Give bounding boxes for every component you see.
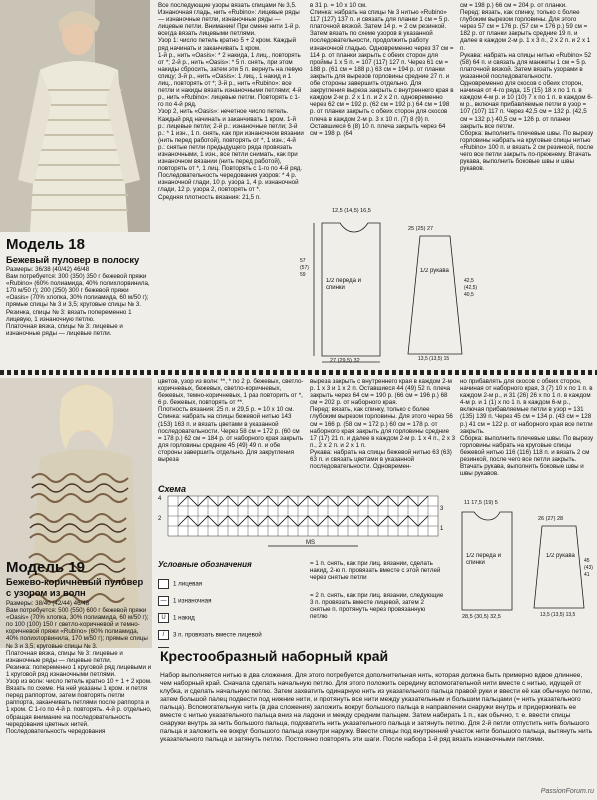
schema-title: Схема xyxy=(158,484,186,494)
legend-note-1: = 1 п. снять, как при лиц. вязании, сделать накид, 2-ю п. провязать вместе с этой петлей через снятые петли xyxy=(310,560,441,582)
model19-dim-top: 11 17,5 (19) 5 xyxy=(464,500,498,506)
knit-symbol-icon xyxy=(158,579,169,589)
model18-col4: см = 198 р.) 66 см = 204 р. от планки. Перед: вязать, как спинку, только с более глубоким вырезом горловины. Для этого через 57 см = 176 р. (57 см = 176 р.) 59 см = 182 р. от планки закрыть средние 19 п. и далее в каждом 2-м р. 1 х 3 п., 2 х 2 п. и 2 х 1 п. Рукава: набрать на спицы нитью «Rubino» 52 (58) 64 п. и связать для манжеты 1 см = 5 р. платочной вязкой. Затем вязать узорами в указанной последовательности. Одновременно для скосов с обеих сторон, начиная от 4-го ряда, 15 (15) 18 х по 1 п. в каждом 4-м р. и 10 (10) 7 х по 1 п. в каждом 6-м р., включая прибавляемые петли в узор = 107 (107) 117 п. Через 42,5 см = 132 р. (42,5 см = 132 р.) 40,5 см = 126 р. от планки закрыть все петли. Сборка: выполнить плечевые швы. По вырезу горловины набрать на круговые спицы нитью «Rubino» 100 п. и вязать 2 см резинкой, после чего все петли закрыть по-прежнему. Втачать рукава, выполнить боковые швы и швы рукавов. xyxy=(460,2,594,173)
model18-col2: Все последующие узоры вязать спицами № 3,5. Изнаночная гладь, нить «Rubino»: лицевые ряды — изнаночные петли, изнаночные ряды — лицевые петли. Внимание! При смене нити 1-й р. всегда вязать лицевыми петлями. Узор 1: число петель кратно 5 + 2 кром. Каждый ряд начинать и заканчивать 1 кром. 1-й р., нить «Oasis»: * 2 накида, 1 лиц., повторять от *; 2-й р., нить «Oasis»: * 5 п. снять, при этом накиды сбросить, затем эти 5 п. вернуть на левую спицу; 3-й р., нить «Oasis»: 1 лиц., 1 накид и 1 лиц., повторять от *; 3-й р., нить «Rubino»: все петли и накиды вязать изнаночными петлями; 4-й р., нить «Rubino»: лицевые петли. Повторять с 1-го по 4-й ряд. Узор 2, нить «Oasis»: нечетное число петель. Каждый ряд начинать и заканчивать 1 кром. 1-й р.: лицевые петли; 2-й р.: изнаночные петли; 3-й р.: * 1 изн., 1 п. снять, как при изнаночном вязании (нить перед работой), повторять от *, 1 изн.; 4-й р.: снятые петли предыдущего ряда провязать изнаночными, 1 изн., все петли снимать, как при изнаночном вязании (нить перед работой), повторять от *, 1 лиц. Повторять с 1-го по 4-й ряд. Последовательность чередования узоров: * 4 р. изнаночной глади, 10 р. узора 1, 4 р. изнаночной глади, 12 р. узора 2, повторять от *. Средняя плотность вязания: 21,5 п. xyxy=(158,2,304,201)
legend-item-k3tog: / 3 п. провязать вместе лицевой xyxy=(158,630,308,640)
model19-sleeve-height: 45 (43) 41 xyxy=(584,558,593,579)
model19-dim-bottom: 28,5 (30,5) 32,5 xyxy=(462,614,501,620)
model18-diagram xyxy=(300,208,490,368)
model18-col1: Размеры: 36/38 (40/42) 46/48 Вам потребуется: 300 (350) 350 г бежевой пряжи «Rubino» (60% полиамида, 40% полихлорвинила, 170 м/50 г); 200 (250) 300 г бежевой пряжи «Oasis» (70% хлопка, 30% полиамида, 60 м/50 г); прямые спицы № 3 и 3,5; круговые спицы № 3. Резинка, спицы № 3: вязать попеременно 1 лицевую, 1 изнаночную петлю. Платочная вязка, спицы № 3: лицевые и изнаночные ряды — лицевые петли. xyxy=(6,266,150,337)
schema-row-1: 1 xyxy=(440,526,444,532)
model19-front-label: 1/2 переда и спинки xyxy=(466,553,501,567)
model18-detail-photo xyxy=(490,234,597,364)
schema-ms-label: MS xyxy=(306,540,315,546)
source-credit: PassionForum.ru xyxy=(540,788,594,795)
legend-list xyxy=(158,572,308,648)
legend-item-purl: — 1 изнаночная xyxy=(158,596,308,606)
model18-col3: в 31 р. = 10 х 10 см. Спинка: набрать на спицы № 3 нитью «Rubino» 117 (127) 137 п. и связать для планки 1 см = 5 р. платочной вязкой. Затем 14 р. = 2 см резинкой. Затем вязать по схеме узоров в указанной последовательности, продолжить работу изнаночной гладью. Одновременно через 37 см = 114 р. от планки закрыть с обеих сторон для проймы 1 х 5 п. = 107 (117) 127 п. Через 61 см = 188 р. (61 см = 188 р.) 63 см = 194 р. от планки закрыть для вырезов горловины средние 27 п. и обе стороны завершить отдельно. Для закругления выреза закрыть с внутреннего края в каждом 2-м р. 2 х 1 п. и 2 х 2 п. одновременно через 62 см = 192 р. (62 см = 192 р.) 64 см = 198 р. от планки закрыть с обеих сторон для скосов плеча в каждом 2-м р. 3 х 10 п. (7) 8 (9) п. Оставшиеся 6 (8) 10 п. плеча закрыть через 64 см = 198 р. (64 xyxy=(310,2,454,137)
model18-sleeve-label: 1/2 рукава xyxy=(420,268,449,274)
model19-col2: цветов, узор из волн: **, * по 2 р. бежевых, светло-коричневых, бежевых, светло-коричневых, бежевых, темно-коричневых, 1 раз повторить от *, 6 р. бежевых, повторять от **. Плотность вязания: 25 п. и 29,5 р. = 10 х 10 см. Спинка: набрать на спицы бежевой нитью 143 (153) 163 п. и вязать цветами в указанной последовательности. Через 58 см = 172 р. (60 см = 178 р.) 62 см = 184 р. от наборного края закрыть для горловины средние 45 (49) 49 п. и обе стороны завершить отдельно. Для закругления выреза xyxy=(158,378,304,464)
model18-title: Модель 18 xyxy=(6,236,85,253)
model18-sleeve-height: 42,5 (42,5) 40,5 xyxy=(464,278,478,299)
model19-col4: но прибавлять для скосов с обеих сторон, начиная от наборного края, 3 (7) 10 х по 1 п. в каждом 2-м р., и 31 (26) 26 х по 1 п. в каждом 4-м р. и 1 (1) х по 1 п. в каждом 6-м р., включая прибавляемые петли в узор = 131 (135) 139 п. Через 45 см = 134 р. (43 см = 128 р.) 41 см = 122 р. от наборного края все петли закрыть. Сборка: выполнить плечевые швы. По вырезу горловины набрать на круговые спицы бежевой нитью 116 (116) 118 п. и вязать 2 см резинкой, после чего все петли закрыть. Втачать рукава, выполнить боковые швы и швы рукавов. xyxy=(460,378,594,478)
k3tog-symbol-icon: / xyxy=(158,630,169,640)
divider-top xyxy=(0,370,597,375)
purl-symbol-icon: — xyxy=(158,596,169,606)
model18-front-label: 1/2 переда и спинки xyxy=(326,278,361,292)
model19-title: Модель 19 xyxy=(6,559,85,576)
yarn-over-symbol-icon: U xyxy=(158,613,169,623)
model18-dim-height: 57 (57) 59 xyxy=(300,258,309,279)
model18-dim-top: 12,5 (14,5) 16,5 xyxy=(332,208,371,214)
model19-diagram xyxy=(448,498,596,638)
schema-row-3: 3 xyxy=(440,506,444,512)
model19-sleeve-label: 1/2 рукава xyxy=(546,553,575,559)
model18-sleeve-shape xyxy=(408,236,462,354)
model18-dim-bottom: 27 (29,5) 32 xyxy=(330,358,360,364)
schema-row-2: 2 xyxy=(158,516,162,522)
cast-on-body: Набор выполняется нитью в два сложения. Для этого потребуется дополнительная нить, которая должна быть примерно вдвое длиннее, чем наборный край. Сначала сделать начальную петлю. Для этого положить середину вспомогательной нити вместе с нитью, идущей от клубка, и сделать начальную петлю. Затем захватить одинарную нить из указательного пальца правой руки и ввести её как обычную петлю, затем большой палец подвести под нижние нити, и протянуть все нити между указательным и большим пальцами (= нить указательного пальца). Вспомогательную нить (в два сложения) заложить вокруг большого пальца в направлении снаружи внутрь и придерживать ее вместе с нитью указательного пальца вниз на ладони и между средним пальцем. Затем набирать 1 п., как обычно, т. е. ввести спицы снаружи внутрь за нить большого пальца, подхватить нить указательного пальца и затянуть петлю. Для 2-й петли отпустить нить большого пальца и заложить ее вокруг большого пальца изнутри наружу. Ввести спицы под внутренний участок нити большого пальца, вытянуть нить указательного пальца и затянуть петлю. Постоянно повторять эти шаги. После набора 1-й ряд вязать изнаночными петлями. xyxy=(160,672,593,743)
legend-item-knit: 1 лицевая xyxy=(158,579,308,589)
model19-sleeve-shape xyxy=(534,526,584,608)
model18-subtitle: Бежевый пуловер в полоску xyxy=(6,254,140,265)
legend-note-2: = 2 п. снять, как при лиц. вязании, следующие 3 п. провязать вместе лицевой, затем 2 снятые п. протянуть через провязанную петлю xyxy=(310,592,444,621)
model19-sleeve-bottom: 13,5 (13,5) 13,5 xyxy=(540,612,576,618)
model19-col3: выреза закрыть с внутреннего края в каждом 2-м р. 1 х 3 и 1 х 2 п. Оставшиеся 44 (49) 52 п. плеча закрыть через 64 см = 190 р. (66 см = 196 р.) 68 см = 202 р. от наборного края. Перед: вязать, как спинку, только с более глубоким вырезом горловины. Для этого через 56 см = 166 р. (58 см = 172 р.) 60 см = 178 р. от наборного края закрыть для горловины средние 17 (17) 21 п. и далее в каждом 2-м р. 1 х 4 п., 2 х 3 п., 2 х 2 п. и 2 х 1 п. Рукава: набрать на спицы бежевой нитью 63 (63) 63 п. и связать цветами в указанной последовательности. Одновремен- xyxy=(310,378,456,471)
model18-sleeve-bottom: 13,5 (13,5) 15 xyxy=(418,356,450,362)
model18-sleeve-top: 25 (25) 27 xyxy=(408,226,434,232)
model19-sleeve-top: 26 (27) 28 xyxy=(538,516,564,522)
legend-title: Условные обозначения xyxy=(158,560,252,569)
schema-chart xyxy=(158,494,448,552)
cast-on-title: Крестообразный наборный край xyxy=(160,648,389,664)
model18-figure xyxy=(0,0,150,232)
schema-row-4: 4 xyxy=(158,496,162,502)
model18-photo xyxy=(0,0,150,232)
cast-on-section xyxy=(160,648,594,798)
model19-col1: Размеры: 38/40 (42/44) 46/48 Вам потребуется: 500 (550) 600 г бежевой пряжи «Oasis» (70% хлопка, 30% полиамида, 60 м/50 г); по 100 (100) 150 г светло-коричневой и темно-коричневой пряжи «Rubino» (60% полиамида, 40% полихлорвинила, 170 м/50 г); прямые спицы № 3 и 3,5; круговые спицы № 3. Платочная вязка, спицы № 3: лицевые и изнаночные ряды — лицевые петли. Резинка: попеременно 1 круговой ряд лицевыми и 1 круговой ряд изнаночными петлями. Узор из волн: число петель кратно 10 + 1 + 2 кром. Вязать по схеме. На ней указаны 1 кром. и петля перед раппортом, затем повторять петли раппорта, заканчивать петлями после раппорта и 1 кром. С 1-го по 4-й р. повторять. 4-й р. отдельно, обращая внимание на последовательность чередования цветных нитей. Последовательность чередования xyxy=(6,600,152,735)
legend-item-yarn-over: U 1 накид xyxy=(158,613,308,623)
model19-subtitle: Бежево-коричневый пуловер с узором из волн xyxy=(6,576,144,598)
